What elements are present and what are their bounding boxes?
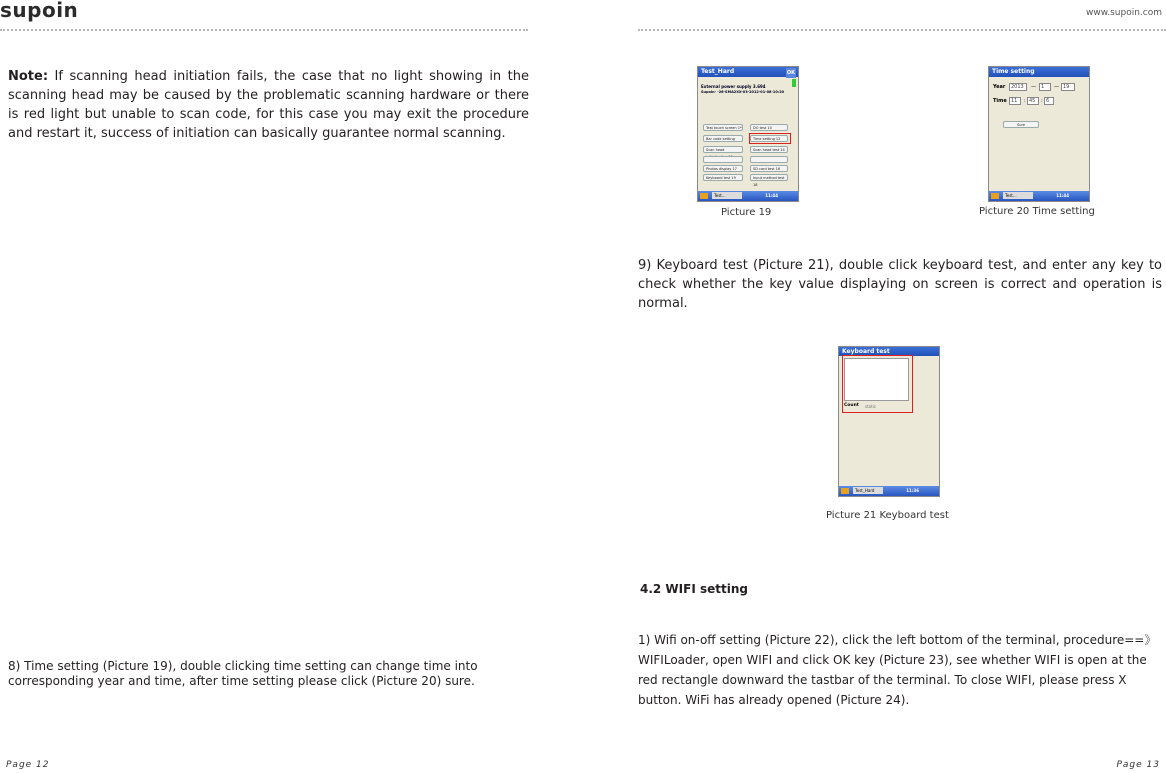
picture-21-caption: Picture 21 Keyboard test — [826, 510, 949, 521]
pic20-hour-field[interactable]: 11 — [1009, 97, 1021, 105]
pic21-count-value: static — [865, 404, 876, 409]
picture-19-caption: Picture 19 — [721, 207, 772, 218]
pic21-highlight-box — [842, 355, 913, 413]
pic19-task-title[interactable]: Test... — [712, 192, 742, 199]
pic19-power-line: External power supply 3.694 — [701, 84, 766, 89]
pic20-time-label: Time — [993, 98, 1007, 104]
pic19-btn-sd-card-test[interactable]: SD card test 16 — [750, 165, 788, 172]
picture-19-screenshot — [697, 66, 799, 202]
start-icon[interactable] — [991, 193, 999, 199]
pic19-titlebar — [698, 67, 798, 77]
supoin-logo: supoin — [0, 0, 79, 22]
start-icon[interactable] — [841, 488, 849, 494]
pic19-clock: 11:44 — [765, 193, 778, 198]
page-number-right: Page 13 — [1116, 760, 1160, 770]
pic20-day-field[interactable]: 19 — [1061, 83, 1075, 91]
pic19-btn-do-test[interactable]: DO test 10 — [750, 124, 788, 131]
pic19-ok-button[interactable]: OK — [786, 70, 795, 76]
pic19-title: Test_Hard — [701, 68, 735, 75]
note-text: If scanning head initiation fails, the case that no light showing in the scanning head may be caused by the problematic scanning hardware or there is red light but unable to scan code, for this case you may exit the procedure and restart it, success of initiation can basically guarantee normal scanning. — [8, 69, 529, 141]
pic20-clock: 11:44 — [1056, 193, 1069, 198]
pic20-title: Time setting — [992, 68, 1035, 75]
pic19-btn-scan-head-test[interactable]: Scan head test 14 — [750, 146, 788, 153]
pic19-version-line: Supoin- -26-SMA2XX-03-2012-01-08-10:20 — [701, 90, 785, 94]
pic19-btn-photos-display[interactable]: Photos display 17 — [703, 165, 743, 172]
pic20-minute-field[interactable]: 45 — [1027, 97, 1039, 105]
pic20-task-title[interactable]: Test... — [1003, 192, 1033, 199]
pic21-clock: 11:36 — [906, 488, 919, 493]
note-label: Note: — [8, 69, 49, 84]
picture-21-screenshot — [838, 346, 940, 497]
pic19-btn-blank[interactable] — [703, 156, 743, 163]
picture-20-caption: Picture 20 Time setting — [979, 206, 1095, 217]
pic19-btn-blank-2[interactable] — [750, 156, 788, 163]
pic20-month-day-sep: — — [1054, 84, 1059, 90]
pic20-hour-min-sep: : — [1024, 98, 1026, 104]
pic20-min-sec-sep: : — [1041, 98, 1043, 104]
pic19-btn-scan-head-init[interactable]: Scan head — [703, 146, 743, 153]
step-1-wifi-setting: 1) Wifi on-off setting (Picture 22), click the left bottom of the terminal, procedure==》WIFILoader, open WIFI and click OK key (Picture 23), see whether WIFI is open at the red rectangle downward the tastbar of the terminal. To close WIFI, please press X button. WiFi has already opened (Picture 24). — [638, 633, 1157, 707]
page-number-left: Page 12 — [6, 760, 50, 770]
website-url: www.supoin.com — [1085, 8, 1162, 18]
step-8-time-setting: 8) Time setting (Picture 19), double clicking time setting can change time into corresponding year and time, after time setting please click (Picture 20) sure. — [8, 659, 478, 688]
pic19-btn-input-method-test[interactable]: Input method test 18 — [750, 174, 788, 181]
pic20-taskbar — [989, 191, 1089, 201]
pic20-year-label: Year — [993, 84, 1006, 90]
pic20-year-field[interactable]: 2013 — [1009, 83, 1027, 91]
battery-icon — [792, 79, 796, 87]
pic19-btn-touch-screen[interactable]: Test touch screen 1* — [703, 124, 743, 131]
pic20-month-field[interactable]: 1 — [1039, 83, 1051, 91]
header-divider-right — [638, 29, 1166, 31]
pic19-btn-time-setting[interactable]: Time setting 12 — [750, 135, 788, 142]
pic20-second-field[interactable]: 6 — [1044, 97, 1054, 105]
header-divider-left — [0, 29, 528, 31]
pic19-taskbar — [698, 191, 798, 201]
pic20-titlebar — [989, 67, 1089, 77]
start-icon[interactable] — [700, 193, 708, 199]
step-9-keyboard-test: 9) Keyboard test (Picture 21), double click keyboard test, and enter any key to check whether the key value displaying on screen is correct and operation is normal. — [638, 258, 1162, 311]
section-heading-wifi: 4.2 WIFI setting — [640, 582, 748, 596]
pic20-sure-button[interactable]: Sure — [1003, 121, 1039, 128]
pic19-btn-keyboard-test[interactable]: Keyboard test 19 — [703, 174, 743, 181]
pic21-task-title[interactable]: Test_Hard — [853, 487, 883, 494]
pic19-highlight-box — [749, 133, 791, 144]
pic21-taskbar — [839, 486, 939, 496]
pic21-count-label: Count — [844, 403, 859, 408]
picture-20-screenshot — [988, 66, 1090, 202]
pic21-title: Keyboard test — [842, 348, 890, 355]
pic20-year-month-sep: — — [1031, 84, 1036, 90]
note-paragraph — [8, 67, 529, 143]
pic19-btn-barcode-setting[interactable]: Bar code setting — [703, 135, 743, 142]
